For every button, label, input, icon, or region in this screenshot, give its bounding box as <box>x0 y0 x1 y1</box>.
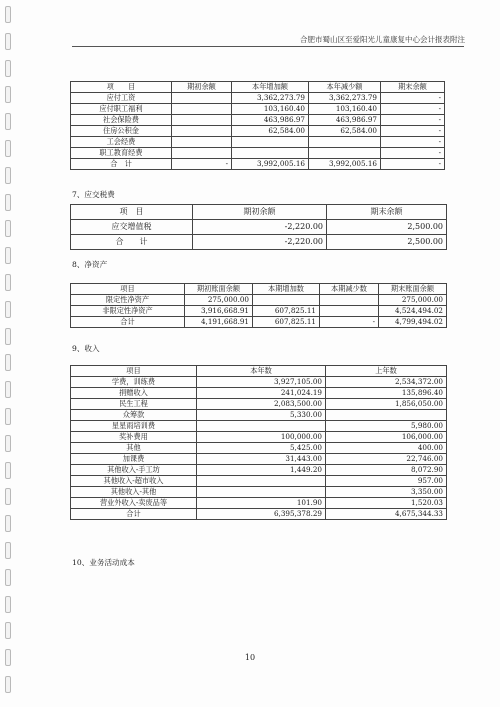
cell <box>172 104 232 115</box>
cell: - <box>381 126 445 137</box>
cell: 607,825.11 <box>253 317 320 328</box>
table-row <box>71 454 447 465</box>
binding-holes <box>2 6 14 706</box>
row-label: 应付工资 <box>71 93 172 104</box>
table-header-row <box>71 205 447 220</box>
cell: - <box>381 137 445 148</box>
cell <box>326 410 447 421</box>
table-row <box>71 443 447 454</box>
table-total-row <box>71 159 445 170</box>
row-label: 学费，训练费 <box>71 377 197 388</box>
cell: 31,443.00 <box>197 454 326 465</box>
row-label: 合 计 <box>71 235 193 250</box>
table-row <box>71 421 447 432</box>
binding-hole <box>5 408 11 425</box>
cell: 2,083,500.00 <box>197 399 326 410</box>
cell <box>232 148 309 159</box>
row-label: 职工教育经费 <box>71 148 172 159</box>
cell <box>172 137 232 148</box>
binding-hole <box>5 328 11 345</box>
cell: 6,395,378.29 <box>197 509 326 520</box>
table-total-row <box>71 235 447 250</box>
cell: 106,000.00 <box>326 432 447 443</box>
binding-hole <box>5 33 11 50</box>
row-label: 其他收入-手工坊 <box>71 465 197 476</box>
tax-table <box>70 204 447 250</box>
cell: 4,799,494.02 <box>379 317 447 328</box>
table-total-row <box>71 317 447 328</box>
cell <box>172 93 232 104</box>
table-row <box>71 487 447 498</box>
cell: - <box>381 159 445 170</box>
cell: 3,362,273.79 <box>309 93 381 104</box>
binding-hole <box>5 194 11 211</box>
column-header: 期末余额 <box>327 205 447 220</box>
section-heading-business-cost: 10、业务活动成本 <box>72 558 135 567</box>
binding-hole <box>5 301 11 318</box>
column-header: 期初余额 <box>193 205 327 220</box>
income-table <box>70 365 447 520</box>
cell: 2,500.00 <box>327 220 447 235</box>
table-row <box>71 137 445 148</box>
cell <box>197 476 326 487</box>
row-label: 营业外收入-卖废品等 <box>71 498 197 509</box>
row-label: 其他 <box>71 443 197 454</box>
table-row <box>71 377 447 388</box>
page-number: 10 <box>244 653 256 662</box>
table-row <box>71 306 447 317</box>
cell: 1,856,050.00 <box>326 399 447 410</box>
row-label: 合计 <box>71 317 185 328</box>
row-label: 其他收入-超市收入 <box>71 476 197 487</box>
binding-hole <box>5 86 11 103</box>
cell: 100,000.00 <box>197 432 326 443</box>
wages-table <box>70 81 445 170</box>
row-label: 非限定性净资产 <box>71 306 185 317</box>
binding-hole <box>5 596 11 613</box>
cell: 22,746.00 <box>326 454 447 465</box>
table-row <box>71 104 445 115</box>
cell: -2,220.00 <box>193 235 327 250</box>
cell: 5,425.00 <box>197 443 326 454</box>
binding-hole <box>5 167 11 184</box>
cell: -2,220.00 <box>193 220 327 235</box>
cell: 463,986.97 <box>232 115 309 126</box>
column-header: 本年数 <box>197 366 326 377</box>
column-header: 期初余额 <box>172 82 232 93</box>
cell <box>197 487 326 498</box>
table-row <box>71 399 447 410</box>
cell: 4,524,494.02 <box>379 306 447 317</box>
cell: 3,362,273.79 <box>232 93 309 104</box>
cell: 101.90 <box>197 498 326 509</box>
cell <box>309 148 381 159</box>
cell <box>320 306 379 317</box>
cell <box>309 137 381 148</box>
cell: 103,160.40 <box>232 104 309 115</box>
binding-hole <box>5 274 11 291</box>
table-row <box>71 498 447 509</box>
row-label: 社会保险费 <box>71 115 172 126</box>
cell: 103,160.40 <box>309 104 381 115</box>
row-label: 应交增值税 <box>71 220 193 235</box>
binding-hole <box>5 220 11 237</box>
column-header: 期末账面余额 <box>379 284 447 295</box>
cell: 5,980.00 <box>326 421 447 432</box>
cell: 4,191,668.91 <box>185 317 253 328</box>
cell: 5,330.00 <box>197 410 326 421</box>
row-label: 合计 <box>71 509 197 520</box>
row-label: 星星雨培训费 <box>71 421 197 432</box>
net-assets-table <box>70 283 447 328</box>
cell: 241,024.19 <box>197 388 326 399</box>
cell: - <box>172 159 232 170</box>
binding-hole <box>5 488 11 505</box>
column-header: 项 目 <box>71 205 193 220</box>
cell <box>197 421 326 432</box>
row-label: 限定性净资产 <box>71 295 185 306</box>
cell <box>172 115 232 126</box>
table-row <box>71 93 445 104</box>
column-header: 项目 <box>71 284 185 295</box>
row-label: 捐赠收入 <box>71 388 197 399</box>
table-header-row <box>71 82 445 93</box>
binding-hole <box>5 60 11 77</box>
running-header: 合肥市蜀山区至爱阳光儿童康复中心会计报表附注 <box>300 35 465 44</box>
row-label: 应付职工福利 <box>71 104 172 115</box>
column-header: 期末余额 <box>381 82 445 93</box>
cell <box>172 126 232 137</box>
binding-hole <box>5 515 11 532</box>
cell: 8,072.90 <box>326 465 447 476</box>
cell: 3,350.00 <box>326 487 447 498</box>
binding-hole <box>5 435 11 452</box>
row-label: 其他收入-其他 <box>71 487 197 498</box>
cell: 463,986.97 <box>309 115 381 126</box>
row-label: 加课费 <box>71 454 197 465</box>
cell: 3,992,005.16 <box>309 159 381 170</box>
table-row <box>71 220 447 235</box>
binding-hole <box>5 569 11 586</box>
cell <box>320 295 379 306</box>
section-heading-net-assets: 8、净资产 <box>72 260 108 269</box>
table-row <box>71 126 445 137</box>
table-header-row <box>71 366 447 377</box>
cell: - <box>381 104 445 115</box>
section-heading-income: 9、收入 <box>72 344 100 353</box>
cell: 400.00 <box>326 443 447 454</box>
cell: 1,449.20 <box>197 465 326 476</box>
table-row <box>71 410 447 421</box>
table-row <box>71 148 445 159</box>
binding-hole <box>5 462 11 479</box>
cell: 2,534,372.00 <box>326 377 447 388</box>
cell <box>253 295 320 306</box>
cell: - <box>381 148 445 159</box>
cell: 62,584.00 <box>232 126 309 137</box>
row-label: 奖补费用 <box>71 432 197 443</box>
column-header: 项目 <box>71 366 197 377</box>
table-row <box>71 295 447 306</box>
column-header: 本年减少额 <box>309 82 381 93</box>
cell: 275,000.00 <box>185 295 253 306</box>
header-rule <box>72 46 464 47</box>
column-header: 本年增加额 <box>232 82 309 93</box>
binding-hole <box>5 676 11 693</box>
row-label: 民生工程 <box>71 399 197 410</box>
binding-hole <box>5 622 11 639</box>
cell: 275,000.00 <box>379 295 447 306</box>
section-heading-tax: 7、应交税费 <box>72 190 115 199</box>
cell: - <box>320 317 379 328</box>
table-row <box>71 115 445 126</box>
cell: 957.00 <box>326 476 447 487</box>
table-row <box>71 465 447 476</box>
binding-hole <box>5 542 11 559</box>
column-header: 期初账面余额 <box>185 284 253 295</box>
cell: 2,500.00 <box>327 235 447 250</box>
column-header: 上年数 <box>326 366 447 377</box>
table-row <box>71 476 447 487</box>
binding-hole <box>5 113 11 130</box>
cell: 1,520.03 <box>326 498 447 509</box>
row-label: 住房公积金 <box>71 126 172 137</box>
table-total-row <box>71 509 447 520</box>
row-label: 工会经费 <box>71 137 172 148</box>
column-header: 本期减少数 <box>320 284 379 295</box>
cell: - <box>381 93 445 104</box>
cell: 3,916,668.91 <box>185 306 253 317</box>
binding-hole <box>5 354 11 371</box>
table-row <box>71 388 447 399</box>
cell <box>172 148 232 159</box>
cell: 135,896.40 <box>326 388 447 399</box>
table-header-row <box>71 284 447 295</box>
binding-hole <box>5 381 11 398</box>
row-label: 合 计 <box>71 159 172 170</box>
cell: - <box>381 115 445 126</box>
column-header: 本期增加数 <box>253 284 320 295</box>
cell: 4,675,344.33 <box>326 509 447 520</box>
binding-hole <box>5 140 11 157</box>
binding-hole <box>5 6 11 23</box>
row-label: 众筹款 <box>71 410 197 421</box>
binding-hole <box>5 247 11 264</box>
cell: 607,825.11 <box>253 306 320 317</box>
cell: 3,927,105.00 <box>197 377 326 388</box>
cell: 3,992,005.16 <box>232 159 309 170</box>
cell <box>232 137 309 148</box>
column-header: 项 目 <box>71 82 172 93</box>
cell: 62,584.00 <box>309 126 381 137</box>
table-row <box>71 432 447 443</box>
